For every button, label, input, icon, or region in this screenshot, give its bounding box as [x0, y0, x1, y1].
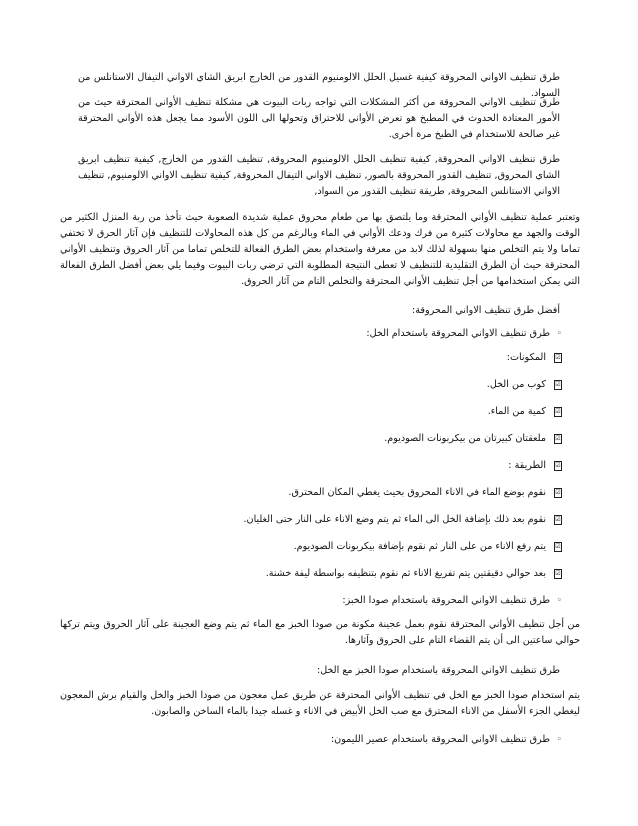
- paragraph-baking-soda: من أجل تنظيف الأواني المحترقة نقوم بعمل عجينة مكونة من صودا الخبز مع الماء ثم يتم وضع العجينة على آثار الحروق ويتم تركها حوالي ساعتين الى أن يتم القضاء التام على الحروق وآثارها.: [60, 619, 580, 646]
- list-item: [266, 567, 562, 581]
- list-item-text: الطريقة :: [508, 460, 546, 471]
- checkbox-icon: ☑: [555, 354, 561, 361]
- checkbox-icon: ☑: [555, 381, 561, 388]
- list-item: [384, 432, 562, 446]
- checkbox-icon: ☑: [555, 462, 561, 469]
- paragraph-intro: طرق تنظيف الاواني المحروقة كيفية غسيل الحلل الالومنيوم القدور من الخارج ابريق الشاي الاواني التيفال الاستانلس من السواد.: [78, 72, 560, 99]
- list-item: [488, 405, 562, 419]
- checkbox-icon: ☑: [555, 570, 561, 577]
- list-item: [507, 351, 562, 365]
- list-item-text: كمية من الماء.: [487, 406, 546, 417]
- list-item-text: المكونات:: [506, 352, 546, 363]
- section-vinegar-heading: [366, 327, 562, 341]
- paragraph-problem: طرق تنظيف الاواني المحروقة من أكثر المشكلات التي تواجه ربات البيوت هي مشكلة تنظيف الأواني المحترقة حيث من الأمور المعتادة الحدوث في المطبخ هو تعرض الأواني للاحتراق وتحولها الى اللون الأسود مما يجعل هذه الأواني المحترقة غير صالحة للاستخدام في الطبخ مرة أخرى.: [78, 97, 560, 140]
- section-lemon-heading: [331, 733, 562, 747]
- list-item-text: كوب من الخل.: [486, 379, 546, 390]
- checkbox-icon: ☑: [555, 408, 561, 415]
- list-item: [288, 486, 562, 500]
- section-title: طرق تنظيف الاواني المحروقة باستخدام الخل:: [366, 328, 550, 339]
- list-item-text: نقوم بعد ذلك بإضافة الخل الى الماء ثم يتم وضع الاناء على النار حتى الغليان.: [243, 514, 546, 525]
- section-baking-soda-heading: [342, 594, 562, 608]
- checkbox-icon: ☑: [555, 489, 561, 496]
- section-title: طرق تنظيف الاواني المحروقة باستخدام صودا الخبز:: [342, 595, 550, 606]
- list-item-text: بعد حوالي دقيقتين يتم تفريغ الاناء ثم نقوم بتنظيفه بواسطة ليفة خشنة.: [265, 568, 546, 579]
- section-title: طرق تنظيف الاواني المحروقة باستخدام عصير الليمون:: [330, 734, 550, 745]
- bullet-circle-icon: ◦: [556, 596, 562, 606]
- section-baking-soda-vinegar-heading: طرق تنظيف الاواني المحروقة باستخدام صودا الخبز مع الخل:: [316, 665, 560, 676]
- list-item: [487, 378, 562, 392]
- list-item: [294, 540, 562, 554]
- list-item-text: ملعقتان كبيرتان من بيكربونات الصوديوم.: [384, 433, 546, 444]
- bullet-circle-icon: ◦: [556, 735, 562, 745]
- paragraph-keywords: طرق تنظيف الاواني المحروقة, كيفية تنظيف الحلل الالومنيوم المحروقة, تنظيف القدور من الخارج, كيفية تنظيف ابريق الشاي المحروق, تنظيف القدور المحروقة بالصور, تنظيف الاواني التيفال المحروقة, كيفية تنظيف الاواني الالومنيوم, تنظيف الاواني الاستانلس المحروقة, طريقة تنظيف القدور من السواد,: [78, 154, 560, 197]
- checkbox-icon: ☑: [555, 543, 561, 550]
- paragraph-baking-soda-vinegar: يتم استخدام صودا الخبز مع الخل في تنظيف الأواني المحترقة عن طريق عمل معجون من صودا الخبز والخل والقيام برش المعجون ليغطي الجزء الأسفل من الاناء المحترق مع صب الخل الأبيض في الاناء و غسله جيدا بالماء الساخن والصابون.: [60, 690, 580, 717]
- list-item-text: نقوم بوضع الماء في الاناء المحروق بحيث يغطي المكان المحترق.: [288, 487, 546, 498]
- bullet-circle-icon: ◦: [556, 329, 562, 339]
- best-methods-heading: أفضل طرق تنظيف الاواني المحروقة:: [412, 305, 560, 316]
- checkbox-icon: ☑: [555, 435, 561, 442]
- list-item: [243, 513, 562, 527]
- checkbox-icon: ☑: [555, 516, 561, 523]
- list-item-text: يتم رفع الاناء من على النار ثم نقوم بإضافة بيكربونات الصوديوم.: [293, 541, 546, 552]
- list-item: [508, 459, 562, 473]
- paragraph-difficulty: وتعتبر عملية تنظيف الأواني المحترقة وما يلتصق بها من طعام محروق عملية شديدة الصعوبة حيث تأخذ من ربة المنزل الكثير من الوقت والجهد مع محاولات كثيرة من فرك ودعك الأواني في الماء وبالرغم من كل هذه المحاولات للتنظيف فإن آثار الحرق لا تختفي تماما ولا يتم التخلص منها بسهولة لذلك لابد من معرفة واستخدام بعض الطرق الفعالة للتخلص تماما من آثار الحروق وتنظيف الأواني المحترقة حيث أن الطرق التقليدية للتنظيف لا تعطى النتيجة المطلوبة التي ترضي ربات البيوت وفيما يلي بعض أفضل الطرق الفعالة التي يمكن استخدامها من أجل تنظيف الأواني المحترقة والتخلص التام من آثار الحروق.: [60, 212, 580, 287]
